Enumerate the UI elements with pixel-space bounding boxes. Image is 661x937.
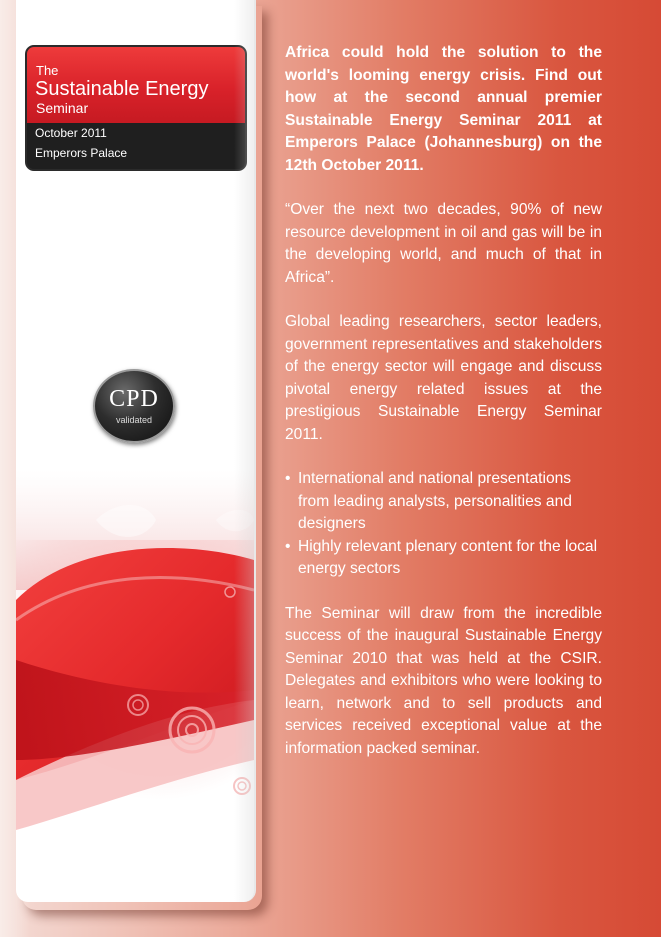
sidebar-sheen bbox=[234, 0, 254, 902]
sidebar-strip bbox=[16, 0, 256, 902]
quote-paragraph: “Over the next two decades, 90% of new resource development in oil and gas will be in the developing world, and much of that in Africa”. bbox=[285, 201, 602, 286]
list-item: • International and national presentations from leading analysts, personalities and designers bbox=[285, 468, 602, 536]
title-line-seminar: Seminar bbox=[36, 100, 89, 116]
decorative-red-swoosh bbox=[16, 0, 254, 902]
title-line-the: The bbox=[36, 63, 59, 78]
highlights-list bbox=[285, 468, 602, 581]
cpd-badge-sublabel: validated bbox=[115, 415, 153, 425]
cpd-badge-label: CPD bbox=[109, 386, 159, 412]
event-date: October 2011 bbox=[35, 126, 107, 140]
main-content bbox=[285, 42, 602, 760]
title-line-sustainable-energy: Sustainable Energy bbox=[35, 78, 209, 100]
event-venue: Emperors Palace bbox=[35, 146, 128, 160]
list-item: • Highly relevant plenary content for the local energy sectors bbox=[285, 536, 602, 581]
lead-paragraph: Africa could hold the solution to the world's looming energy crisis. Find out how at the second annual premier Sustainable Energy Seminar 2011 at Emperors Palace (Johannesburg) on the 12th October 2011. bbox=[285, 44, 602, 174]
participants-paragraph: Global leading researchers, sector leaders, government representatives and stakeholders of the energy sector will engage and discuss pivotal energy related issues at the prestigious Sustainable Energy Seminar 2011. bbox=[285, 313, 602, 443]
history-paragraph: The Seminar will draw from the incredible success of the inaugural Sustainable Energy Seminar 2010 that was held at the CSIR. Delegates and exhibitors who were looking to learn, network and to sell products and services received exceptional value at the information packed seminar. bbox=[285, 604, 602, 757]
